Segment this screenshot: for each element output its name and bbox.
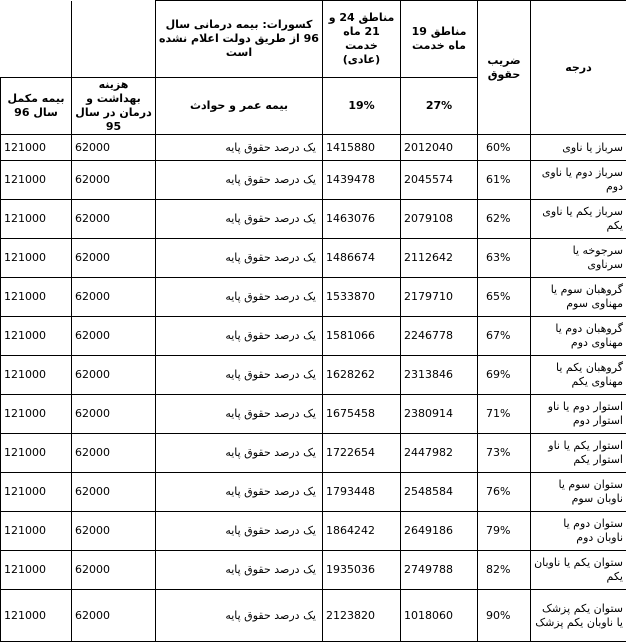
health-cost-cell: 62000: [72, 317, 156, 356]
rank-cell: ستوان یکم یا ناوبان یکم: [531, 551, 626, 590]
supplementary-cell: 121000: [1, 395, 72, 434]
region24-cell: 1415880: [323, 135, 401, 161]
rank-cell: سرباز یکم یا ناوی یکم: [531, 200, 626, 239]
rank-cell: ستوان دوم یا ناوبان دوم: [531, 512, 626, 551]
region19-cell: 2179710: [401, 278, 478, 317]
header-region19: مناطق 19 ماه خدمت: [401, 1, 478, 78]
coefficient-cell: 69%: [478, 356, 531, 395]
life-insurance-cell: یک درصد حقوق پایه: [156, 278, 323, 317]
coefficient-cell: 79%: [478, 512, 531, 551]
region19-cell: 2079108: [401, 200, 478, 239]
rank-cell: ستوان سوم یا ناوبان سوم: [531, 473, 626, 512]
coefficient-cell: 73%: [478, 434, 531, 473]
coefficient-cell: 90%: [478, 590, 531, 642]
health-cost-cell: 62000: [72, 200, 156, 239]
supplementary-cell: 121000: [1, 239, 72, 278]
table-row: [1, 395, 626, 434]
life-insurance-cell: یک درصد حقوق پایه: [156, 395, 323, 434]
health-cost-cell: 62000: [72, 278, 156, 317]
region24-cell: 1486674: [323, 239, 401, 278]
health-cost-cell: 62000: [72, 135, 156, 161]
header-health-cost: هزینه بهداشت و درمان در سال 95: [72, 78, 156, 135]
life-insurance-cell: یک درصد حقوق پایه: [156, 356, 323, 395]
region24-cell: 1864242: [323, 512, 401, 551]
supplementary-cell: 121000: [1, 317, 72, 356]
table-row: [1, 434, 626, 473]
coefficient-cell: 65%: [478, 278, 531, 317]
rank-cell: گروهبان دوم یا مهناوی دوم: [531, 317, 626, 356]
life-insurance-cell: یک درصد حقوق پایه: [156, 473, 323, 512]
health-cost-cell: 62000: [72, 239, 156, 278]
supplementary-cell: 121000: [1, 434, 72, 473]
health-cost-cell: 62000: [72, 395, 156, 434]
health-cost-cell: 62000: [72, 161, 156, 200]
region24-cell: 1675458: [323, 395, 401, 434]
table-row: [1, 317, 626, 356]
supplementary-cell: 121000: [1, 512, 72, 551]
rank-cell: گروهبان سوم یا مهناوی سوم: [531, 278, 626, 317]
coefficient-cell: 67%: [478, 317, 531, 356]
region19-cell: 2246778: [401, 317, 478, 356]
health-cost-cell: 62000: [72, 590, 156, 642]
table-row: [1, 161, 626, 200]
life-insurance-cell: یک درصد حقوق پایه: [156, 317, 323, 356]
health-cost-cell: 62000: [72, 512, 156, 551]
region19-cell: 1018060: [401, 590, 478, 642]
life-insurance-cell: یک درصد حقوق پایه: [156, 135, 323, 161]
region19-cell: 2447982: [401, 434, 478, 473]
region19-cell: 2045574: [401, 161, 478, 200]
table-row: [1, 135, 626, 161]
supplementary-cell: 121000: [1, 590, 72, 642]
header-life-insurance: بیمه عمر و حوادث: [156, 78, 323, 135]
supplementary-cell: 121000: [1, 135, 72, 161]
header-rank: درجه: [531, 1, 626, 135]
region19-cell: 2380914: [401, 395, 478, 434]
coefficient-cell: 76%: [478, 473, 531, 512]
coefficient-cell: 61%: [478, 161, 531, 200]
region24-cell: 1533870: [323, 278, 401, 317]
header-supplementary: بیمه مکمل سال 96: [1, 78, 72, 135]
region24-cell: 2123820: [323, 590, 401, 642]
rank-cell: استوار دوم یا ناو استوار دوم: [531, 395, 626, 434]
region19-cell: 2548584: [401, 473, 478, 512]
supplementary-cell: 121000: [1, 278, 72, 317]
region19-cell: 2012040: [401, 135, 478, 161]
table-row: [1, 278, 626, 317]
table-row: [1, 512, 626, 551]
supplementary-cell: 121000: [1, 161, 72, 200]
table-row: [1, 473, 626, 512]
health-cost-cell: 62000: [72, 356, 156, 395]
health-cost-cell: 62000: [72, 434, 156, 473]
coefficient-cell: 71%: [478, 395, 531, 434]
rank-cell: ستوان یکم پزشک یا ناوبان یکم پزشک: [531, 590, 626, 642]
coefficient-cell: 62%: [478, 200, 531, 239]
region24-cell: 1722654: [323, 434, 401, 473]
region24-cell: 1935036: [323, 551, 401, 590]
region19-cell: 2649186: [401, 512, 478, 551]
life-insurance-cell: یک درصد حقوق پایه: [156, 239, 323, 278]
header-pct19: 19%: [323, 78, 401, 135]
health-cost-cell: 62000: [72, 473, 156, 512]
coefficient-cell: 60%: [478, 135, 531, 161]
rank-cell: سرباز دوم یا ناوی دوم: [531, 161, 626, 200]
header-blank-1: [72, 1, 156, 78]
rank-cell: استوار یکم یا ناو استوار یکم: [531, 434, 626, 473]
life-insurance-cell: یک درصد حقوق پایه: [156, 161, 323, 200]
header-blank-2: [1, 1, 72, 78]
health-cost-cell: 62000: [72, 551, 156, 590]
rank-cell: گروهبان یکم یا مهناوی یکم: [531, 356, 626, 395]
supplementary-cell: 121000: [1, 356, 72, 395]
coefficient-cell: 63%: [478, 239, 531, 278]
table-row: [1, 200, 626, 239]
header-coefficient: ضریب حقوق: [478, 1, 531, 135]
life-insurance-cell: یک درصد حقوق پایه: [156, 590, 323, 642]
life-insurance-cell: یک درصد حقوق پایه: [156, 551, 323, 590]
table-row: [1, 239, 626, 278]
region24-cell: 1628262: [323, 356, 401, 395]
region24-cell: 1463076: [323, 200, 401, 239]
life-insurance-cell: یک درصد حقوق پایه: [156, 512, 323, 551]
rank-cell: سرجوخه یا سرناوی: [531, 239, 626, 278]
header-pct27: 27%: [401, 78, 478, 135]
supplementary-cell: 121000: [1, 200, 72, 239]
table-row: [1, 590, 626, 642]
supplementary-cell: 121000: [1, 551, 72, 590]
header-region24: مناطق 24 و 21 ماه خدمت (عادی): [323, 1, 401, 78]
life-insurance-cell: یک درصد حقوق پایه: [156, 200, 323, 239]
region19-cell: 2749788: [401, 551, 478, 590]
region19-cell: 2112642: [401, 239, 478, 278]
life-insurance-cell: یک درصد حقوق پایه: [156, 434, 323, 473]
table-row: [1, 551, 626, 590]
region24-cell: 1581066: [323, 317, 401, 356]
rank-cell: سرباز یا ناوی: [531, 135, 626, 161]
header-row-1: [1, 1, 626, 78]
region24-cell: 1793448: [323, 473, 401, 512]
header-deductions: کسورات: بیمه درمانی سال 96 از طریق دولت اعلام نشده است: [156, 1, 323, 78]
table-row: [1, 356, 626, 395]
supplementary-cell: 121000: [1, 473, 72, 512]
coefficient-cell: 82%: [478, 551, 531, 590]
region19-cell: 2313846: [401, 356, 478, 395]
region24-cell: 1439478: [323, 161, 401, 200]
